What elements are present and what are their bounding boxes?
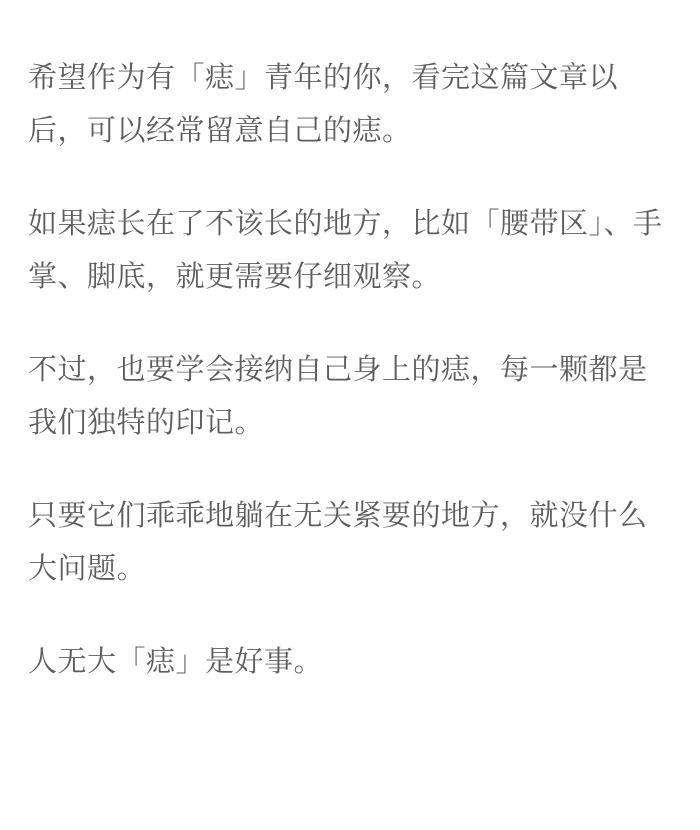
paragraph: 如果痣长在了不该长的地方，比如「腰带区」、手掌、脚底，就更需要仔细观察。 <box>28 208 663 293</box>
paragraph: 只要它们乖乖地躺在无关紧要的地方，就没什么大问题。 <box>28 500 648 585</box>
paragraph: 希望作为有「痣」青年的你，看完这篇文章以后，可以经常留意自己的痣。 <box>28 62 619 147</box>
paragraph: 人无大「痣」是好事。 <box>28 646 324 678</box>
paragraph: 不过，也要学会接纳自己身上的痣，每一颗都是我们独特的印记。 <box>28 354 648 439</box>
